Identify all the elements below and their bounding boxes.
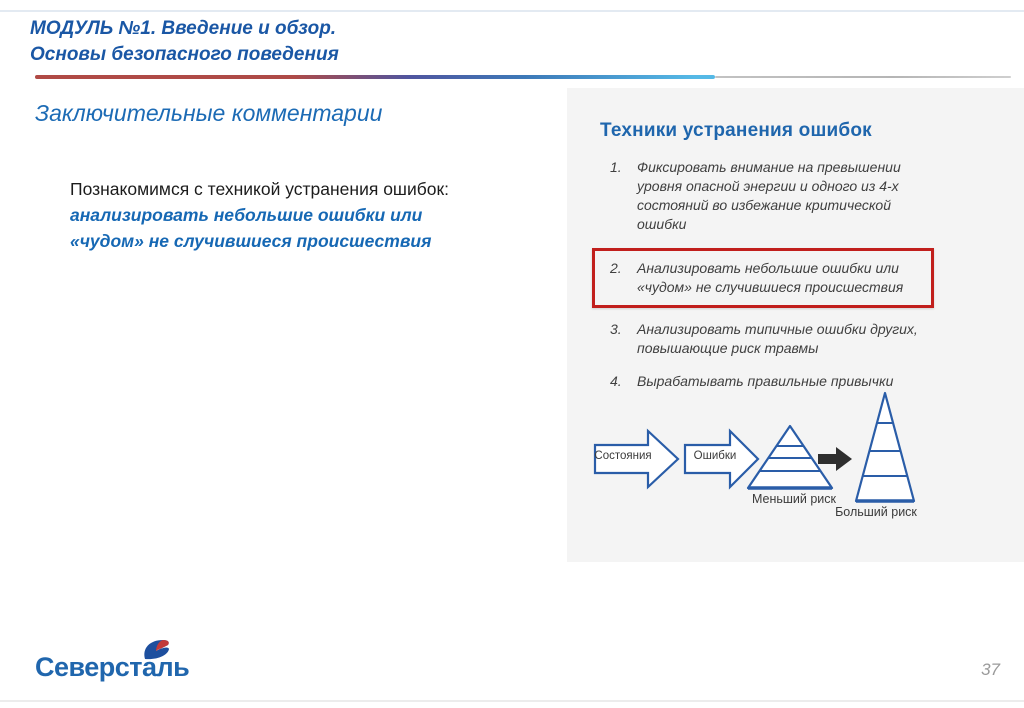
- severstal-logo: [35, 638, 205, 694]
- techniques-list: [592, 158, 934, 405]
- body-intro-text: Познакомимся с техникой устранения ошибок:: [70, 179, 450, 199]
- slide-subtitle: Заключительные комментарии: [35, 100, 383, 126]
- transition-arrow: [818, 447, 852, 471]
- body-highlight-text: анализировать небольшие ошибки или «чудом» не случившиеся происшествия: [70, 205, 432, 251]
- arrow-label-errors: Ошибки: [693, 450, 737, 462]
- header-line-2: Основы безопасного поведения: [30, 44, 339, 65]
- list-item-number: 4.: [610, 373, 622, 389]
- list-item: [592, 320, 934, 358]
- pyramid-big-risk: [856, 393, 914, 501]
- severstal-logo-text: Северсталь: [35, 652, 190, 682]
- list-item: [592, 158, 934, 234]
- pyramid-label-small-risk: Меньший риск: [751, 492, 837, 506]
- body-paragraph: [70, 176, 480, 254]
- list-item-text: Анализировать небольшие ошибки или «чудом» не случившиеся происшествия: [637, 260, 904, 295]
- arrow-label-states: Состояния: [594, 450, 652, 462]
- top-divider-line: [0, 10, 1024, 12]
- list-item-number: 3.: [610, 321, 622, 337]
- list-item-text: Фиксировать внимание на превышении уровня опасной энергии и одного из 4-х состояний во избежание критической ошибки: [637, 159, 901, 232]
- list-item-number: 1.: [610, 159, 622, 175]
- panel-title: Техники устранения ошибок: [600, 120, 872, 141]
- list-item-highlighted: [592, 248, 934, 308]
- header-gray-divider: [715, 76, 1011, 78]
- list-item-text: Анализировать типичные ошибки других, повышающие риск травмы: [637, 321, 918, 356]
- list-item-number: 2.: [610, 260, 622, 276]
- list-item-text: Вырабатывать правильные привычки: [637, 373, 894, 389]
- risk-pyramid-diagram: [590, 388, 940, 530]
- bottom-divider-line: [0, 700, 1024, 702]
- page-number: 37: [981, 660, 1000, 679]
- slide-header-title: [30, 16, 730, 68]
- header-line-1: МОДУЛЬ №1. Введение и обзор.: [30, 18, 337, 39]
- pyramid-label-big-risk: Больший риск: [835, 505, 917, 519]
- header-accent-divider: [35, 75, 715, 79]
- techniques-image-panel: [567, 88, 1024, 562]
